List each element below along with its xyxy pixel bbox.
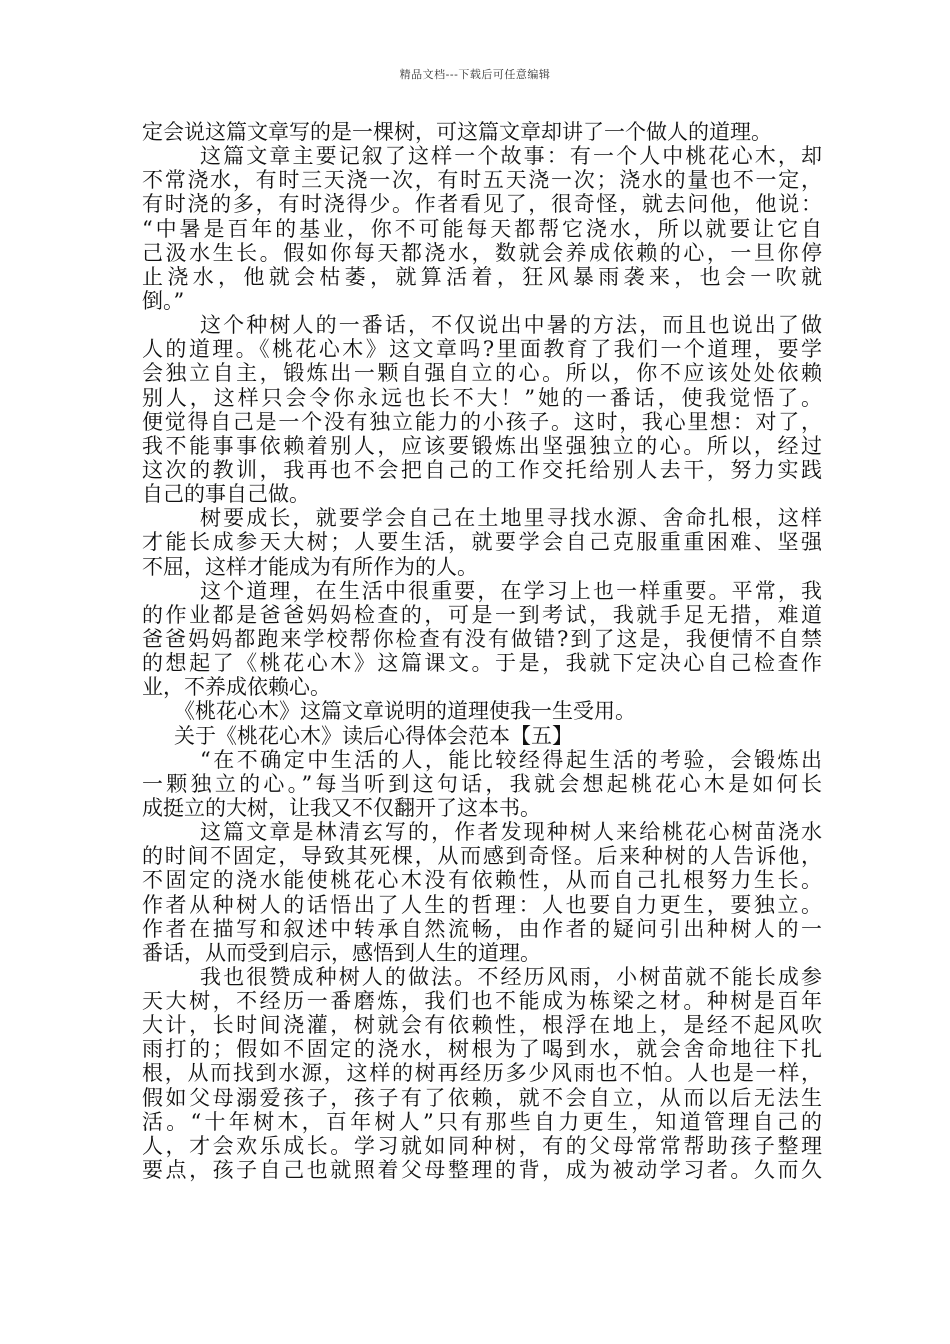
text-line: 我也很赞成种树人的做法。不经历风雨，小树苗就不能长成参 bbox=[200, 964, 822, 989]
text-line: 活。“十年树木，百年树人”只有那些自力更生，知道管理自己的 bbox=[142, 1109, 822, 1134]
text-line: “中暑是百年的基业，你不可能每天都帮它浇水，所以就要让它自 bbox=[142, 216, 822, 241]
text-line: 有时浇的多，有时浇得少。作者看见了，很奇怪，就去问他，他说： bbox=[142, 192, 822, 217]
text-line: 树要成长，就要学会自己在土地里寻找水源、舍命扎根，这样 bbox=[200, 506, 822, 531]
text-line: 人，才会欢乐成长。学习就如同种树，有的父母常常帮助孩子整理 bbox=[142, 1133, 822, 1158]
text-line: 这篇文章是林清玄写的，作者发现种树人来给桃花心树苗浇水 bbox=[200, 820, 822, 845]
text-line: 关于《桃花心木》读后心得体会范本【五】 bbox=[174, 723, 573, 748]
text-line: 己汲水生长。假如你每天都浇水，数就会养成依赖的心，一旦你停 bbox=[142, 240, 822, 265]
text-line: “在不确定中生活的人，能比较经得起生活的考验，会锻炼出 bbox=[200, 747, 822, 772]
text-line: 不固定的浇水能使桃花心木没有依赖性，从而自己扎根努力生长。 bbox=[142, 868, 822, 893]
text-line: 这篇文章主要记叙了这样一个故事：有一个人中桃花心木，却 bbox=[200, 144, 822, 169]
text-line: 大计，长时间浇灌，树就会有依赖性，根浮在地上，是经不起风吹 bbox=[142, 1013, 822, 1038]
text-line: 成挺立的大树，让我又不仅翻开了这本书。 bbox=[142, 795, 541, 820]
text-line: 的时间不固定，导致其死棵，从而感到奇怪。后来种树的人告诉他， bbox=[142, 844, 822, 869]
page-header: 精品文档---下载后可任意编辑 bbox=[399, 68, 551, 81]
text-line: 的想起了《桃花心木》这篇课文。于是，我就下定决心自己检查作 bbox=[142, 651, 822, 676]
text-line: 这个种树人的一番话，不仅说出中暑的方法，而且也说出了做 bbox=[200, 313, 822, 338]
text-line: 的作业都是爸爸妈妈检查的，可是一到考试，我就手足无措，难道 bbox=[142, 602, 822, 627]
text-line: 不屈，这样才能成为有所作为的人。 bbox=[142, 554, 478, 579]
text-line: 这次的教训，我再也不会把自己的工作交托给别人去干，努力实践 bbox=[142, 457, 822, 482]
text-line: 作者在描写和叙述中转承自然流畅，由作者的疑问引出种树人的一 bbox=[142, 916, 822, 941]
text-line: 定会说这篇文章写的是一棵树，可这篇文章却讲了一个做人的道理。 bbox=[142, 120, 772, 144]
text-line: 业，不养成依赖心。 bbox=[142, 675, 331, 700]
text-line: 番话，从而受到启示，感悟到人生的道理。 bbox=[142, 940, 541, 965]
document-body bbox=[142, 120, 822, 1182]
text-line: 人的道理。《桃花心木》这文章吗?里面教育了我们一个道理，要学 bbox=[142, 337, 822, 362]
text-line: 才能长成参天大树；人要生活，就要学会自己克服重重困难、坚强 bbox=[142, 530, 822, 555]
text-line: 止浇水，他就会枯萎，就算活着，狂风暴雨袭来，也会一吹就 bbox=[142, 264, 822, 289]
text-line: 我不能事事依赖着别人，应该要锻炼出坚强独立的心。所以，经过 bbox=[142, 433, 822, 458]
text-line: 作者从种树人的话悟出了人生的哲理：人也要自力更生，要独立。 bbox=[142, 892, 822, 917]
text-line: 爸爸妈妈都跑来学校帮你检查有没有做错?到了这是，我便情不自禁 bbox=[142, 626, 822, 651]
text-line: 便觉得自己是一个没有独立能力的小孩子。这时，我心里想：对了， bbox=[142, 409, 822, 434]
text-line: 不常浇水，有时三天浇一次，有时五天浇一次；浇水的量也不一定， bbox=[142, 168, 822, 193]
text-line: 会独立自主，锻炼出一颗自强自立的心。所以，你不应该处处依赖 bbox=[142, 361, 822, 386]
text-line: 《桃花心木》这篇文章说明的道理使我一生受用。 bbox=[174, 699, 636, 724]
text-line: 这个道理，在生活中很重要，在学习上也一样重要。平常，我 bbox=[200, 578, 822, 603]
text-line: 一颗独立的心。”每当听到这句话，我就会想起桃花心木是如何长 bbox=[142, 771, 822, 796]
text-line: 天大树，不经历一番磨炼，我们也不能成为栋梁之材。种树是百年 bbox=[142, 989, 822, 1014]
text-line: 假如父母溺爱孩子，孩子有了依赖，就不会自立，从而以后无法生 bbox=[142, 1085, 822, 1110]
text-line: 倒。” bbox=[142, 288, 185, 313]
text-line: 雨打的；假如不固定的浇水，树根为了喝到水，就会舍命地往下扎 bbox=[142, 1037, 822, 1062]
text-line: 要点，孩子自己也就照着父母整理的背，成为被动学习者。久而久 bbox=[142, 1158, 822, 1183]
text-line: 自己的事自己做。 bbox=[142, 482, 310, 507]
text-line: 根，从而找到水源，这样的树再经历多少风雨也不怕。人也是一样， bbox=[142, 1061, 822, 1086]
text-line: 别人，这样只会令你永远也长不大！”她的一番话，使我觉悟了。 bbox=[142, 385, 822, 410]
